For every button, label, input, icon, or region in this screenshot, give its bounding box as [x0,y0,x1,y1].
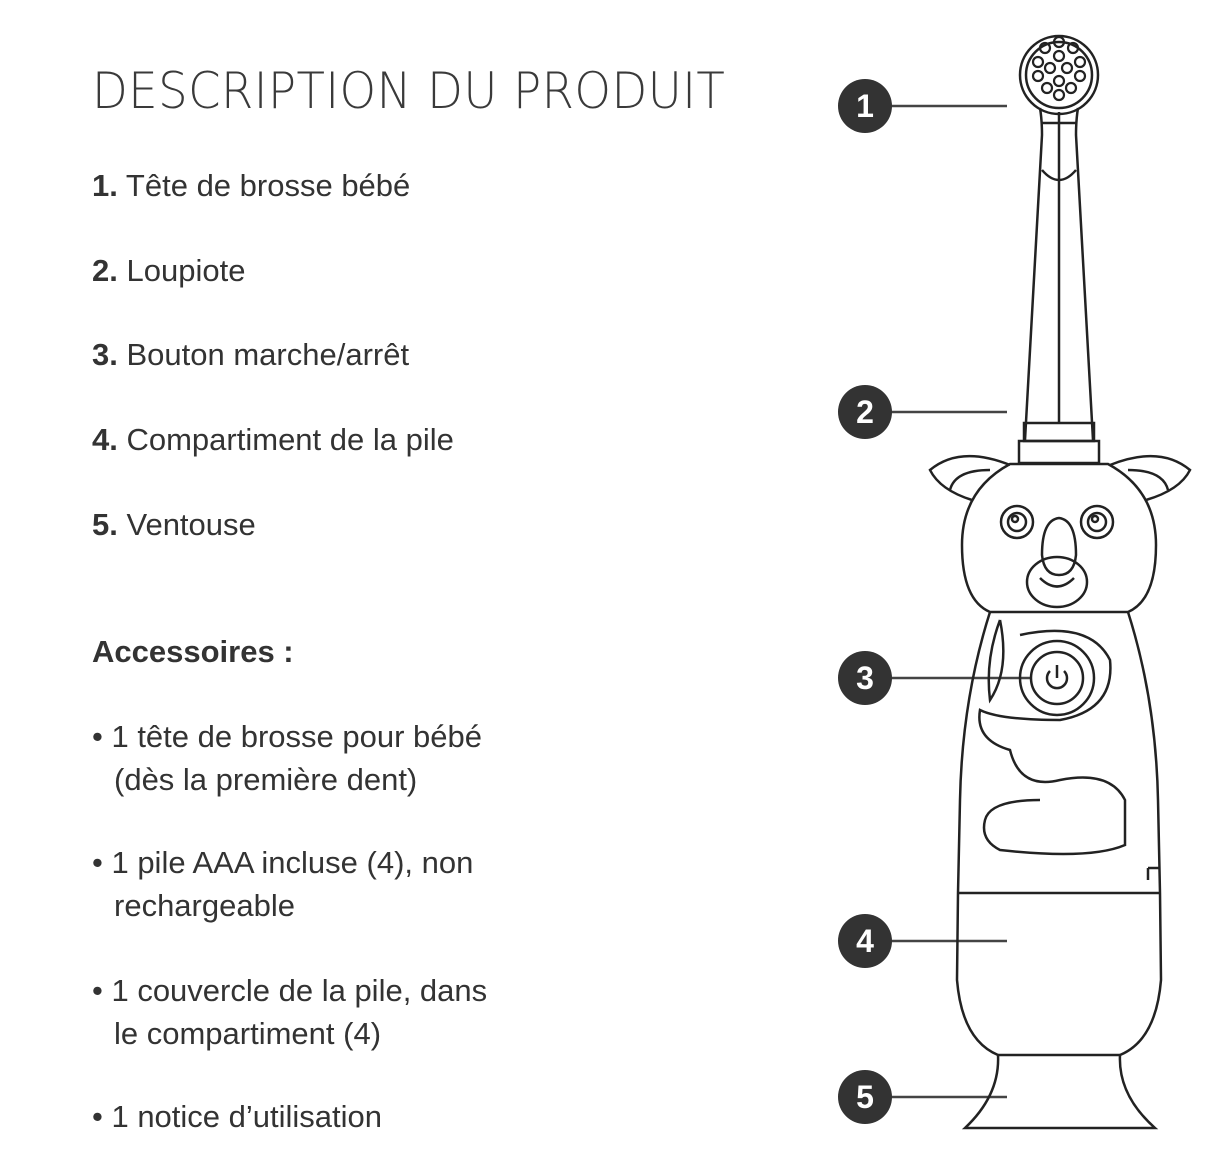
part-number: 2. [92,253,118,288]
accessory-line: • 1 couvercle de la pile, dans [92,973,488,1008]
accessories-heading: Accessoires : [92,634,294,669]
accessory-line: • 1 tête de brosse pour bébé [92,719,483,754]
brush-head-icon [1020,36,1098,114]
brush-neck [1019,108,1099,463]
part-label: Compartiment de la pile [126,422,454,457]
part-label: Bouton marche/arrêt [126,337,410,372]
accessory-line: le compartiment (4) [114,1016,382,1051]
part-number: 1. [92,168,118,203]
accessory-line: rechargeable [114,888,295,923]
callout-1: 1 [838,79,892,133]
accessory-line: • 1 notice d’utilisation [92,1099,383,1134]
accessory-line: • 1 pile AAA incluse (4), non [92,845,474,880]
accessory-line: (dès la première dent) [114,762,418,797]
part-number: 5. [92,507,118,542]
callout-5: 5 [838,1070,892,1124]
leader-lines [890,106,1030,1097]
handle-body [958,612,1160,893]
suction-cup [965,1055,1155,1128]
koala-head [962,464,1156,612]
battery-compartment [957,868,1161,1055]
part-number: 3. [92,337,118,372]
part-label: Tête de brosse bébé [125,168,411,203]
callout-2: 2 [838,385,892,439]
part-label: Ventouse [126,507,256,542]
power-button-icon [1020,641,1094,715]
callout-3: 3 [838,651,892,705]
page-title: DESCRIPTION DU PRODUIT [92,62,726,120]
part-label: Loupiote [126,253,246,288]
callout-4: 4 [838,914,892,968]
part-number: 4. [92,422,118,457]
